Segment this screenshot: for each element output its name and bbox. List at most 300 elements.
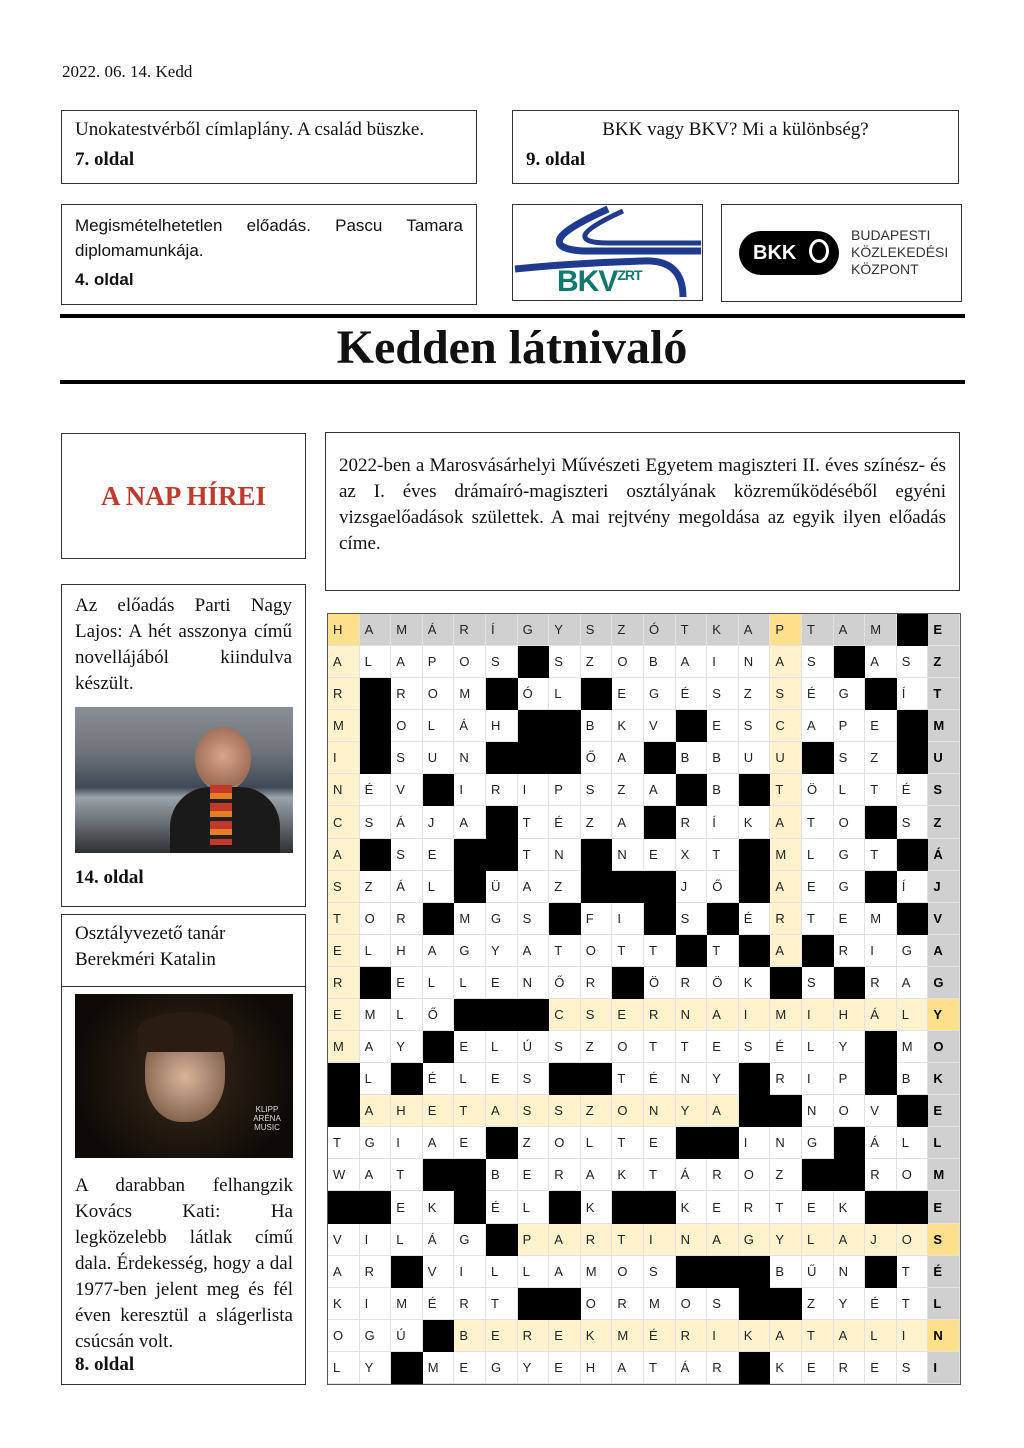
crossword-cell: L — [423, 710, 455, 742]
crossword-black-cell — [897, 614, 929, 646]
crossword-cell: É — [423, 1288, 455, 1320]
crossword-cell: N — [834, 1256, 866, 1288]
crossword-cell: R — [486, 774, 518, 806]
crossword-cell: J — [865, 1224, 897, 1256]
crossword-cell: E — [454, 1352, 486, 1384]
crossword-solution-cell: M — [928, 1159, 960, 1191]
crossword-cell: T — [897, 1288, 929, 1320]
crossword-black-cell — [454, 1159, 486, 1191]
crossword-black-cell — [549, 1288, 581, 1320]
crossword-cell: E — [328, 999, 360, 1031]
crossword-cell: Á — [676, 1352, 708, 1384]
crossword-cell: E — [423, 839, 455, 871]
crossword-black-cell — [454, 1191, 486, 1223]
crossword-cell: O — [676, 1288, 708, 1320]
crossword-black-cell — [549, 710, 581, 742]
crossword-cell: S — [739, 710, 771, 742]
crossword-cell: T — [865, 839, 897, 871]
crossword-cell: I — [897, 1320, 929, 1352]
crossword-cell: Z — [581, 1095, 613, 1127]
crossword-black-cell — [391, 1063, 423, 1095]
crossword-cell: T — [802, 903, 834, 935]
crossword-black-cell — [897, 742, 929, 774]
crossword-black-cell — [770, 967, 802, 999]
teaser-text: Megismételhetetlen előadás. Pascu Tamara diplomamunkája. — [75, 216, 463, 260]
crossword-cell: E — [486, 1063, 518, 1095]
crossword-cell: A — [770, 871, 802, 903]
divider-bottom — [60, 380, 965, 384]
crossword-cell: A — [612, 806, 644, 838]
crossword-black-cell — [707, 903, 739, 935]
crossword-cell: O — [612, 646, 644, 678]
crossword-cell: N — [739, 646, 771, 678]
crossword-cell: M — [865, 903, 897, 935]
teaser-page: 9. oldal — [526, 149, 586, 170]
bkv-logo — [512, 204, 703, 301]
crossword-cell: O — [834, 1095, 866, 1127]
crossword-cell: N — [676, 1063, 708, 1095]
crossword-black-cell — [834, 1159, 866, 1191]
crossword-cell: P — [518, 1224, 550, 1256]
crossword-cell: Y — [518, 1352, 550, 1384]
crossword-black-cell — [644, 1191, 676, 1223]
crossword-cell: G — [454, 1224, 486, 1256]
crossword-cell: T — [612, 935, 644, 967]
crossword-cell: K — [612, 710, 644, 742]
crossword-cell: É — [865, 1288, 897, 1320]
crossword-cell: S — [707, 1288, 739, 1320]
crossword-cell: É — [644, 1320, 676, 1352]
crossword-cell: C — [770, 710, 802, 742]
crossword-cell: A — [518, 935, 550, 967]
crossword-cell: P — [770, 614, 802, 646]
crossword-cell: I — [865, 935, 897, 967]
crossword-black-cell — [518, 710, 550, 742]
crossword-cell: V — [865, 1095, 897, 1127]
crossword-cell: A — [486, 1095, 518, 1127]
crossword-cell: A — [770, 1320, 802, 1352]
crossword-black-cell — [770, 1095, 802, 1127]
crossword-cell: L — [897, 1127, 929, 1159]
crossword-black-cell — [865, 806, 897, 838]
crossword-black-cell — [865, 1031, 897, 1063]
crossword-black-cell — [328, 1095, 360, 1127]
crossword-black-cell — [739, 1352, 771, 1384]
bkv-logo-text: $BKV^{ZRT}$ — [557, 265, 642, 298]
crossword-cell: O — [739, 1159, 771, 1191]
crossword-cell: T — [707, 839, 739, 871]
crossword-black-cell — [897, 903, 929, 935]
crossword-cell: E — [391, 967, 423, 999]
crossword-cell: Y — [834, 1031, 866, 1063]
crossword-cell: I — [739, 999, 771, 1031]
crossword-cell: É — [360, 774, 392, 806]
bkk-line: KÖZLEKEDÉSI — [851, 244, 949, 260]
crossword-solution-cell: T — [928, 678, 960, 710]
crossword-black-cell — [486, 1224, 518, 1256]
crossword-cell: R — [581, 967, 613, 999]
crossword-cell: Z — [770, 1159, 802, 1191]
crossword-cell: O — [360, 903, 392, 935]
crossword-cell: S — [897, 1352, 929, 1384]
crossword-cell: R — [518, 1320, 550, 1352]
crossword-black-cell — [739, 1095, 771, 1127]
crossword-cell: Y — [486, 935, 518, 967]
crossword-black-cell — [549, 1063, 581, 1095]
crossword-black-cell — [612, 871, 644, 903]
crossword-cell: M — [644, 1288, 676, 1320]
crossword-black-cell — [518, 742, 550, 774]
crossword-cell: M — [454, 678, 486, 710]
crossword-black-cell — [486, 742, 518, 774]
crossword-cell: T — [612, 1224, 644, 1256]
crossword-cell: R — [865, 1159, 897, 1191]
crossword-grid — [327, 613, 961, 1385]
crossword-cell: M — [360, 999, 392, 1031]
crossword-solution-cell: M — [928, 710, 960, 742]
crossword-black-cell — [454, 839, 486, 871]
crossword-black-cell — [644, 742, 676, 774]
crossword-cell: E — [612, 999, 644, 1031]
crossword-cell: Z — [802, 1288, 834, 1320]
crossword-black-cell — [423, 1320, 455, 1352]
crossword-cell: Á — [865, 1127, 897, 1159]
crossword-cell: O — [612, 1031, 644, 1063]
crossword-cell: O — [612, 1095, 644, 1127]
crossword-cell: L — [486, 1256, 518, 1288]
crossword-cell: E — [486, 967, 518, 999]
crossword-cell: N — [802, 1095, 834, 1127]
crossword-black-cell — [897, 839, 929, 871]
crossword-cell: G — [897, 935, 929, 967]
crossword-cell: R — [834, 935, 866, 967]
crossword-cell: L — [391, 1224, 423, 1256]
crossword-cell: N — [644, 1095, 676, 1127]
crossword-cell: M — [391, 614, 423, 646]
crossword-solution-cell: E — [928, 1095, 960, 1127]
crossword-cell: L — [834, 774, 866, 806]
crossword-cell: H — [486, 710, 518, 742]
bkk-logo — [721, 204, 962, 302]
crossword-cell: L — [454, 1063, 486, 1095]
bkk-logo-text — [851, 227, 948, 278]
crossword-black-cell — [739, 871, 771, 903]
crossword-cell: S — [770, 678, 802, 710]
crossword-cell: E — [865, 1352, 897, 1384]
crossword-cell: S — [581, 614, 613, 646]
crossword-cell: L — [360, 935, 392, 967]
teaser-box-cover-girl[interactable] — [61, 110, 477, 184]
crossword-cell: V — [391, 774, 423, 806]
crossword-cell: I — [707, 1320, 739, 1352]
crossword-black-cell — [865, 678, 897, 710]
crossword-cell: O — [612, 1256, 644, 1288]
crossword-cell: Y — [360, 1352, 392, 1384]
crossword-cell: L — [423, 871, 455, 903]
crossword-cell: A — [834, 1224, 866, 1256]
crossword-cell: N — [454, 742, 486, 774]
crossword-cell: T — [486, 1288, 518, 1320]
crossword-cell: M — [581, 1256, 613, 1288]
crossword-cell: B — [676, 742, 708, 774]
crossword-solution-cell: I — [928, 1352, 960, 1384]
crossword-cell: G — [360, 1320, 392, 1352]
crossword-cell: I — [739, 1127, 771, 1159]
crossword-solution-cell: L — [928, 1288, 960, 1320]
crossword-cell: M — [391, 1288, 423, 1320]
crossword-black-cell — [834, 967, 866, 999]
crossword-cell: Ő — [707, 871, 739, 903]
crossword-cell: Á — [676, 1159, 708, 1191]
crossword-cell: E — [328, 935, 360, 967]
crossword-cell: R — [707, 1159, 739, 1191]
crossword-black-cell — [612, 1191, 644, 1223]
crossword-cell: G — [644, 678, 676, 710]
crossword-cell: R — [739, 1191, 771, 1223]
crossword-cell: E — [486, 1320, 518, 1352]
crossword-black-cell — [549, 903, 581, 935]
crossword-cell: B — [897, 1063, 929, 1095]
crossword-solution-cell: Z — [928, 646, 960, 678]
crossword-cell: M — [612, 1320, 644, 1352]
crossword-cell: E — [834, 903, 866, 935]
crossword-black-cell — [486, 999, 518, 1031]
crossword-black-cell — [360, 710, 392, 742]
crossword-cell: U — [739, 742, 771, 774]
crossword-cell: A — [360, 614, 392, 646]
crossword-black-cell — [423, 774, 455, 806]
crossword-cell: M — [454, 903, 486, 935]
crossword-cell: N — [770, 1127, 802, 1159]
crossword-cell: T — [644, 1159, 676, 1191]
crossword-cell: I — [707, 646, 739, 678]
crossword-cell: Í — [897, 871, 929, 903]
crossword-black-cell — [423, 903, 455, 935]
crossword-black-cell — [518, 999, 550, 1031]
crossword-black-cell — [486, 839, 518, 871]
crossword-cell: S — [549, 1031, 581, 1063]
crossword-cell: G — [454, 935, 486, 967]
crossword-cell: T — [802, 806, 834, 838]
crossword-cell: E — [802, 1191, 834, 1223]
crossword-cell: A — [644, 774, 676, 806]
novel-page: 14. oldal — [75, 867, 144, 888]
crossword-black-cell — [676, 935, 708, 967]
crossword-cell: S — [581, 999, 613, 1031]
singer-photo — [75, 994, 293, 1158]
crossword-cell: I — [802, 999, 834, 1031]
crossword-cell: K — [739, 967, 771, 999]
crossword-black-cell — [454, 999, 486, 1031]
crossword-cell: Í — [707, 806, 739, 838]
crossword-black-cell — [897, 710, 929, 742]
crossword-cell: Ö — [707, 967, 739, 999]
crossword-black-cell — [391, 1256, 423, 1288]
crossword-solution-cell: S — [928, 1224, 960, 1256]
crossword-cell: R — [834, 1352, 866, 1384]
crossword-cell: Ü — [486, 871, 518, 903]
crossword-cell: T — [328, 1127, 360, 1159]
crossword-black-cell — [486, 1127, 518, 1159]
crossword-cell: R — [644, 999, 676, 1031]
crossword-black-cell — [518, 1288, 550, 1320]
crossword-cell: L — [865, 1320, 897, 1352]
crossword-cell: E — [644, 839, 676, 871]
crossword-cell: Ö — [802, 774, 834, 806]
crossword-cell: A — [707, 999, 739, 1031]
crossword-cell: I — [454, 774, 486, 806]
crossword-cell: A — [328, 646, 360, 678]
crossword-cell: S — [518, 1095, 550, 1127]
crossword-cell: T — [644, 1031, 676, 1063]
crossword-cell: É — [486, 1191, 518, 1223]
crossword-cell: R — [612, 1288, 644, 1320]
crossword-cell: P — [549, 774, 581, 806]
crossword-black-cell — [360, 967, 392, 999]
crossword-cell: O — [581, 1288, 613, 1320]
novel-text: Az előadás Parti Nagy Lajos: A hét asszonya című novellájából kiindulva készült. — [75, 595, 292, 694]
crossword-cell: Á — [423, 1224, 455, 1256]
crossword-cell: H — [581, 1352, 613, 1384]
crossword-black-cell — [328, 1191, 360, 1223]
crossword-cell: S — [644, 1256, 676, 1288]
teaser-text: BKK vagy BKV? Mi a különbség? — [602, 119, 869, 140]
crossword-cell: E — [707, 1031, 739, 1063]
crossword-cell: Z — [739, 678, 771, 710]
crossword-cell: T — [644, 1352, 676, 1384]
crossword-cell: A — [707, 1095, 739, 1127]
crossword-black-cell — [897, 1191, 929, 1223]
crossword-black-cell — [802, 742, 834, 774]
crossword-cell: Á — [391, 806, 423, 838]
crossword-cell: A — [423, 1127, 455, 1159]
crossword-cell: S — [486, 646, 518, 678]
crossword-solution-cell: A — [928, 935, 960, 967]
crossword-cell: L — [391, 999, 423, 1031]
crossword-cell: É — [897, 774, 929, 806]
crossword-cell: G — [486, 903, 518, 935]
crossword-cell: C — [328, 806, 360, 838]
crossword-cell: Ú — [518, 1031, 550, 1063]
crossword-cell: K — [676, 1191, 708, 1223]
teaser-page: 4. oldal — [75, 270, 134, 289]
crossword-cell: U — [423, 742, 455, 774]
crossword-cell: B — [644, 646, 676, 678]
crossword-cell: A — [360, 1031, 392, 1063]
crossword-cell: A — [328, 839, 360, 871]
crossword-cell: A — [549, 1256, 581, 1288]
crossword-cell: A — [770, 935, 802, 967]
crossword-black-cell — [676, 710, 708, 742]
novel-box — [61, 584, 306, 907]
crossword-cell: K — [739, 1320, 771, 1352]
crossword-cell: G — [486, 1352, 518, 1384]
crossword-cell: L — [423, 967, 455, 999]
crossword-cell: M — [897, 1031, 929, 1063]
crossword-cell: E — [707, 710, 739, 742]
crossword-cell: S — [391, 742, 423, 774]
crossword-black-cell — [423, 1159, 455, 1191]
divider-top — [60, 314, 965, 318]
crossword-cell: B — [486, 1159, 518, 1191]
crossword-cell: L — [518, 1256, 550, 1288]
crossword-cell: R — [391, 678, 423, 710]
crossword-cell: E — [518, 1159, 550, 1191]
crossword-black-cell — [549, 1191, 581, 1223]
song-box — [61, 986, 306, 1385]
crossword-cell: L — [581, 1127, 613, 1159]
crossword-cell: S — [518, 903, 550, 935]
crossword-cell: L — [802, 1224, 834, 1256]
crossword-cell: P — [423, 646, 455, 678]
crossword-solution-cell: Á — [928, 839, 960, 871]
crossword-cell: L — [518, 1191, 550, 1223]
crossword-cell: T — [644, 935, 676, 967]
crossword-cell: A — [391, 646, 423, 678]
crossword-cell: É — [644, 1063, 676, 1095]
crossword-cell: G — [834, 678, 866, 710]
crossword-cell: O — [897, 1159, 929, 1191]
crossword-cell: E — [549, 1352, 581, 1384]
crossword-cell: G — [802, 1127, 834, 1159]
crossword-cell: Y — [707, 1063, 739, 1095]
crossword-cell: A — [739, 614, 771, 646]
crossword-black-cell — [549, 742, 581, 774]
crossword-cell: K — [423, 1191, 455, 1223]
teaser-box-bkk-bkv[interactable] — [512, 110, 959, 184]
crossword-cell: E — [802, 1352, 834, 1384]
crossword-cell: L — [802, 1031, 834, 1063]
author-photo — [75, 707, 293, 853]
bkk-line: KÖZPONT — [851, 261, 919, 277]
crossword-cell: A — [581, 1159, 613, 1191]
crossword-cell: E — [391, 1191, 423, 1223]
crossword-cell: G — [834, 871, 866, 903]
crossword-cell: Í — [486, 614, 518, 646]
crossword-cell: T — [518, 839, 550, 871]
crossword-black-cell — [707, 1256, 739, 1288]
crossword-black-cell — [707, 1127, 739, 1159]
crossword-black-cell — [423, 1031, 455, 1063]
crossword-cell: G — [518, 614, 550, 646]
crossword-cell: L — [454, 967, 486, 999]
crossword-cell: R — [549, 1159, 581, 1191]
bkk-ring-icon — [809, 239, 829, 263]
crossword-cell: R — [676, 1320, 708, 1352]
teaser-box-performance[interactable] — [61, 204, 477, 305]
crossword-cell: I — [802, 1063, 834, 1095]
crossword-cell: T — [454, 1095, 486, 1127]
crossword-black-cell — [581, 839, 613, 871]
crossword-cell: E — [549, 1320, 581, 1352]
crossword-black-cell — [518, 646, 550, 678]
crossword-cell: R — [770, 1063, 802, 1095]
crossword-cell: A — [612, 742, 644, 774]
crossword-black-cell — [360, 742, 392, 774]
crossword-cell: I — [360, 1288, 392, 1320]
crossword-cell: S — [581, 774, 613, 806]
crossword-cell: N — [328, 774, 360, 806]
crossword-cell: Ő — [423, 999, 455, 1031]
crossword-cell: R — [454, 614, 486, 646]
crossword-cell: Ö — [644, 967, 676, 999]
crossword-black-cell — [834, 646, 866, 678]
crossword-solution-cell: Z — [928, 806, 960, 838]
crossword-solution-cell: E — [928, 614, 960, 646]
crossword-cell: S — [518, 1063, 550, 1095]
crossword-cell: M — [328, 1031, 360, 1063]
crossword-cell: G — [360, 1127, 392, 1159]
